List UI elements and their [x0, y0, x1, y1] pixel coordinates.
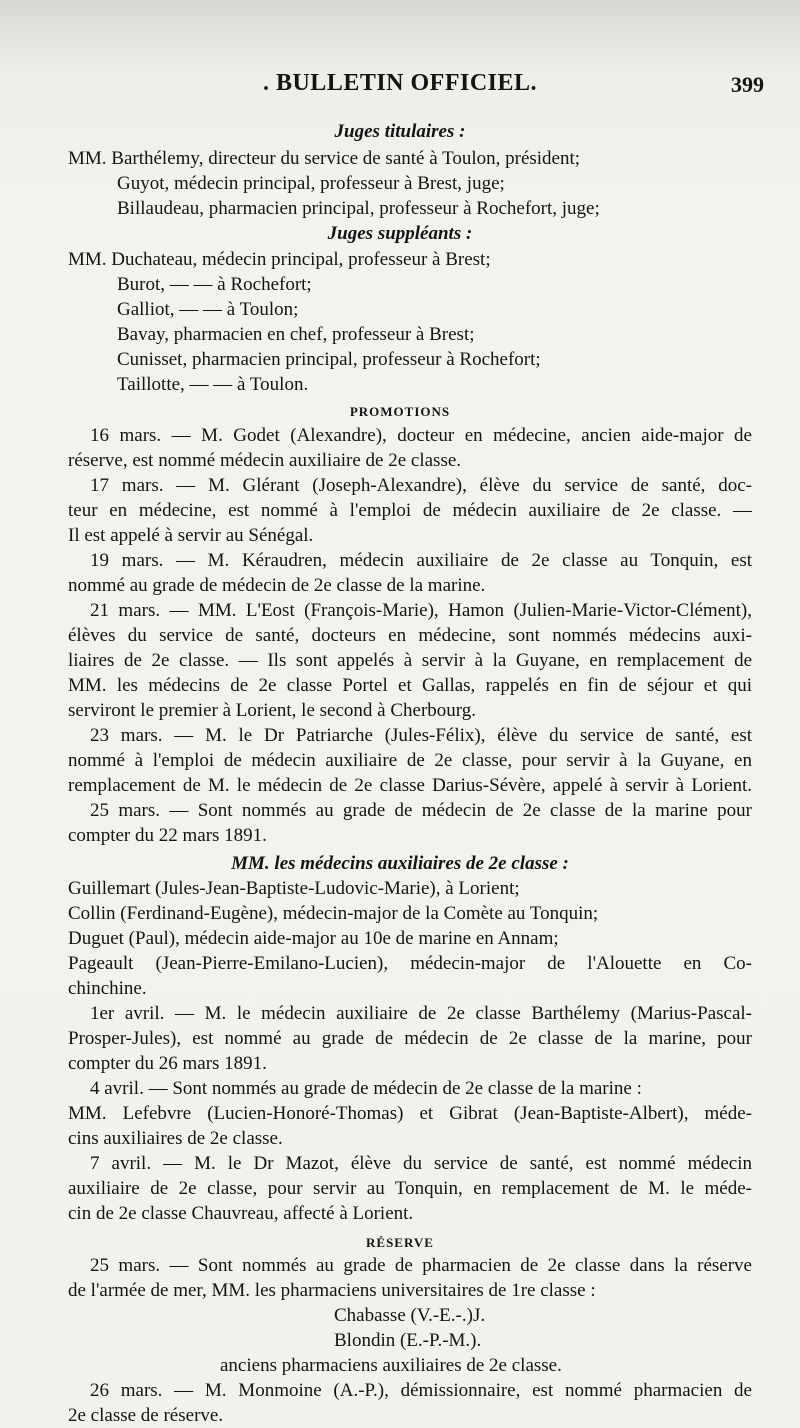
text-line: 21 mars. — MM. L'Eost (François-Marie), Hamon (Julien-Marie-Victor-Clément),: [90, 600, 752, 621]
text-line: Guillemart (Jules-Jean-Baptiste-Ludovic-Marie), à Lorient;: [68, 878, 520, 899]
text-line: MM. les médecins de 2e classe Portel et Gallas, rappelés en fin de séjour et qui: [68, 675, 752, 696]
text-line: MM. les médecins auxiliaires de 2e classe :: [231, 853, 569, 874]
text-line: Juges titulaires :: [334, 121, 466, 142]
text-line: anciens pharmaciens auxiliaires de 2e classe.: [220, 1355, 562, 1376]
text-line: 2e classe de réserve.: [68, 1405, 224, 1426]
text-line: Duguet (Paul), médecin aide-major au 10e de marine en Annam;: [68, 928, 559, 949]
text-line: compter du 22 mars 1891.: [68, 825, 267, 846]
text-line: 25 mars. — Sont nommés au grade de pharmacien de 2e classe dans la réserve: [90, 1255, 752, 1276]
text-line: PROMOTIONS: [349, 404, 451, 419]
text-line: Prosper-Jules), est nommé au grade de médecin de 2e classe de la marine, pour: [68, 1028, 752, 1049]
text-line: Chabasse (V.-E.-.)J.: [334, 1305, 486, 1326]
text-line: Il est appelé à servir au Sénégal.: [68, 525, 314, 546]
text-line: Bavay, pharmacien en chef, professeur à Brest;: [117, 324, 475, 345]
text-line: MM. Barthélemy, directeur du service de santé à Toulon, président;: [68, 148, 581, 169]
header-title: . BULLETIN OFFICIEL.: [262, 70, 538, 96]
text-line: cin de 2e classe Chauvreau, affecté à Lorient.: [68, 1203, 414, 1224]
text-line: compter du 26 mars 1891.: [68, 1053, 267, 1074]
text-line: nommé au grade de médecin de 2e classe de la marine.: [68, 575, 486, 596]
text-line: Guyot, médecin principal, professeur à Brest, juge;: [117, 173, 505, 194]
text-line: Collin (Ferdinand-Eugène), médecin-major de la Comète au Tonquin;: [68, 903, 599, 924]
text-line: chinchine.: [68, 978, 147, 999]
text-line: remplacement de M. le médecin de 2e classe Darius-Sévère, appelé à servir à Lorient.: [68, 775, 752, 796]
text-line: auxiliaire de 2e classe, pour servir au Tonquin, en remplacement de M. le méde-: [68, 1178, 752, 1199]
text-line: MM. Lefebvre (Lucien-Honoré-Thomas) et Gibrat (Jean-Baptiste-Albert), méde-: [68, 1103, 752, 1124]
text-line: MM. Duchateau, médecin principal, professeur à Brest;: [68, 249, 491, 270]
text-line: 25 mars. — Sont nommés au grade de médecin de 2e classe de la marine pour: [90, 800, 752, 821]
text-line: Taillotte, — — à Toulon.: [117, 374, 309, 395]
text-line: 23 mars. — M. le Dr Patriarche (Jules-Félix), élève du service de santé, est: [90, 725, 752, 746]
text-line: de l'armée de mer, MM. les pharmaciens universitaires de 1re classe :: [68, 1280, 596, 1301]
text-line: Cunisset, pharmacien principal, professeur à Rochefort;: [117, 349, 541, 370]
text-line: Blondin (E.-P.-M.).: [334, 1330, 482, 1351]
text-line: 26 mars. — M. Monmoine (A.-P.), démissionnaire, est nommé pharmacien de: [90, 1380, 752, 1401]
text-line: 7 avril. — M. le Dr Mazot, élève du service de santé, est nommé médecin: [90, 1153, 752, 1174]
text-line: cins auxiliaires de 2e classe.: [68, 1128, 283, 1149]
text-line: 4 avril. — Sont nommés au grade de médecin de 2e classe de la marine :: [90, 1078, 642, 1099]
text-line: RÉSERVE: [366, 1235, 434, 1250]
text-line: Pageault (Jean-Pierre-Emilano-Lucien), médecin-major de l'Alouette en Co-: [68, 953, 752, 974]
text-line: élèves du service de santé, docteurs en médecine, sont nommés médecins auxi-: [68, 625, 752, 646]
text-line: 1er avril. — M. le médecin auxiliaire de 2e classe Barthélemy (Marius-Pascal-: [90, 1003, 752, 1024]
text-line: Billaudeau, pharmacien principal, professeur à Rochefort, juge;: [117, 198, 600, 219]
text-line: serviront le premier à Lorient, le second à Cherbourg.: [68, 700, 477, 721]
text-line: nommé à l'emploi de médecin auxiliaire de 2e classe, pour servir à la Guyane, en: [68, 750, 752, 771]
text-line: 16 mars. — M. Godet (Alexandre), docteur en médecine, ancien aide-major de: [90, 425, 752, 446]
page-number: 399: [731, 72, 764, 97]
text-line: 17 mars. — M. Glérant (Joseph-Alexandre), élève du service de santé, doc-: [90, 475, 752, 496]
running-header: [0, 70, 800, 110]
text-line: 19 mars. — M. Kéraudren, médecin auxiliaire de 2e classe au Tonquin, est: [90, 550, 752, 571]
text-line: Burot, — — à Rochefort;: [117, 274, 312, 295]
text-line: teur en médecine, est nommé à l'emploi de médecin auxiliaire de 2e classe. —: [68, 500, 752, 521]
text-line: Galliot, — — à Toulon;: [117, 299, 299, 320]
text-line: réserve, est nommé médecin auxiliaire de 2e classe.: [68, 450, 462, 471]
text-line: Juges suppléants :: [327, 223, 473, 244]
text-line: liaires de 2e classe. — Ils sont appelés à servir à la Guyane, en remplacement de: [68, 650, 752, 671]
